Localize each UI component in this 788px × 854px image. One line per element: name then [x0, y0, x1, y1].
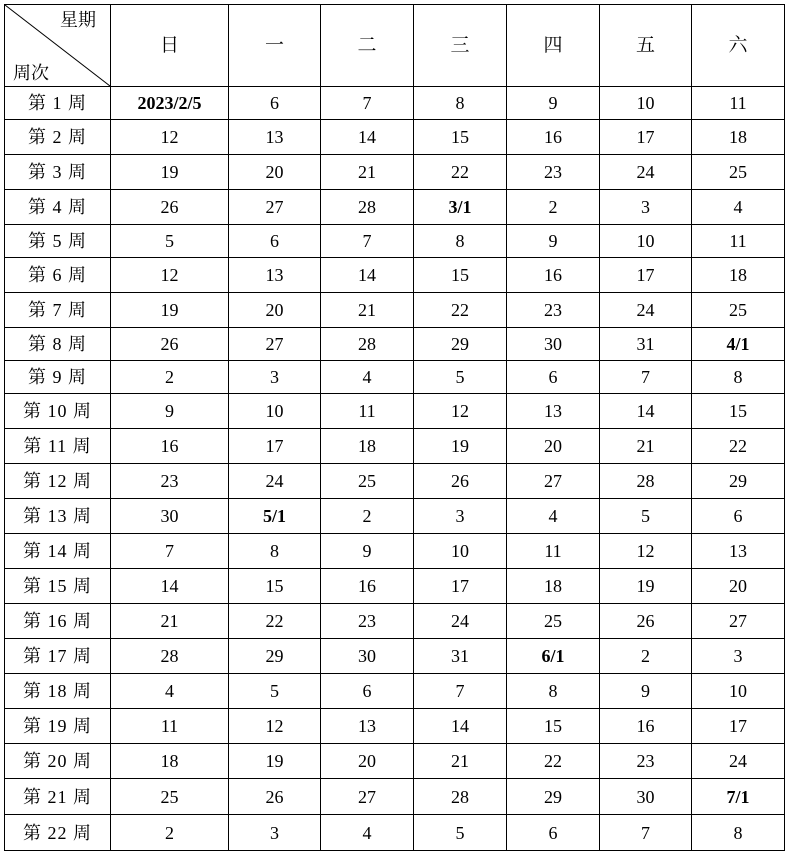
week-row — [5, 87, 785, 120]
date-cell: 4 — [321, 815, 414, 851]
date-cell: 4 — [111, 674, 229, 709]
date-cell: 8 — [692, 361, 785, 394]
date-cell: 6/1 — [507, 639, 600, 674]
week-label: 第 22 周 — [5, 815, 111, 851]
date-cell: 25 — [321, 464, 414, 499]
date-cell: 21 — [414, 744, 507, 779]
week-row — [5, 709, 785, 744]
date-cell: 14 — [321, 120, 414, 155]
date-cell: 21 — [600, 429, 692, 464]
date-cell: 20 — [692, 569, 785, 604]
date-cell: 14 — [321, 258, 414, 293]
date-cell: 10 — [692, 674, 785, 709]
date-cell: 5 — [229, 674, 321, 709]
date-cell: 6 — [692, 499, 785, 534]
date-cell: 3 — [692, 639, 785, 674]
week-row — [5, 258, 785, 293]
date-cell: 30 — [321, 639, 414, 674]
date-cell: 20 — [507, 429, 600, 464]
date-cell: 7 — [414, 674, 507, 709]
date-cell: 6 — [507, 361, 600, 394]
date-cell: 30 — [507, 328, 600, 361]
date-cell: 7 — [600, 815, 692, 851]
week-label: 第 19 周 — [5, 709, 111, 744]
week-row — [5, 155, 785, 190]
date-cell: 12 — [229, 709, 321, 744]
date-cell: 24 — [229, 464, 321, 499]
date-cell: 2 — [111, 361, 229, 394]
header-row — [5, 5, 785, 87]
date-cell: 29 — [414, 328, 507, 361]
date-cell: 9 — [600, 674, 692, 709]
date-cell: 22 — [414, 293, 507, 328]
date-cell: 27 — [321, 779, 414, 815]
date-cell: 14 — [600, 394, 692, 429]
date-cell: 28 — [600, 464, 692, 499]
week-label: 第 12 周 — [5, 464, 111, 499]
date-cell: 6 — [321, 674, 414, 709]
week-row — [5, 499, 785, 534]
date-cell: 23 — [507, 293, 600, 328]
week-row — [5, 744, 785, 779]
calendar-body — [5, 87, 785, 851]
date-cell: 28 — [321, 190, 414, 225]
date-cell: 15 — [229, 569, 321, 604]
date-cell: 26 — [600, 604, 692, 639]
date-cell: 12 — [111, 258, 229, 293]
date-cell: 13 — [692, 534, 785, 569]
date-cell: 25 — [507, 604, 600, 639]
date-cell: 12 — [600, 534, 692, 569]
date-cell: 17 — [600, 120, 692, 155]
week-row — [5, 120, 785, 155]
week-label: 第 3 周 — [5, 155, 111, 190]
week-row — [5, 394, 785, 429]
week-row — [5, 639, 785, 674]
date-cell: 7/1 — [692, 779, 785, 815]
date-cell: 18 — [507, 569, 600, 604]
week-label: 第 16 周 — [5, 604, 111, 639]
date-cell: 27 — [229, 328, 321, 361]
calendar-table — [4, 4, 785, 851]
date-cell: 4/1 — [692, 328, 785, 361]
date-cell: 23 — [507, 155, 600, 190]
date-cell: 15 — [692, 394, 785, 429]
date-cell: 24 — [600, 293, 692, 328]
date-cell: 11 — [321, 394, 414, 429]
date-cell: 12 — [414, 394, 507, 429]
date-cell: 9 — [111, 394, 229, 429]
date-cell: 18 — [692, 120, 785, 155]
day-header: 一 — [229, 5, 321, 87]
date-cell: 19 — [111, 293, 229, 328]
week-label: 第 17 周 — [5, 639, 111, 674]
date-cell: 3 — [414, 499, 507, 534]
week-row — [5, 569, 785, 604]
corner-label-week: 周次 — [13, 63, 49, 83]
date-cell: 4 — [321, 361, 414, 394]
date-cell: 20 — [229, 155, 321, 190]
date-cell: 22 — [692, 429, 785, 464]
week-row — [5, 534, 785, 569]
date-cell: 8 — [414, 87, 507, 120]
date-cell: 19 — [414, 429, 507, 464]
date-cell: 17 — [600, 258, 692, 293]
date-cell: 31 — [600, 328, 692, 361]
date-cell: 24 — [600, 155, 692, 190]
date-cell: 9 — [507, 225, 600, 258]
date-cell: 20 — [321, 744, 414, 779]
date-cell: 19 — [111, 155, 229, 190]
date-cell: 7 — [321, 225, 414, 258]
date-cell: 19 — [600, 569, 692, 604]
date-cell: 16 — [600, 709, 692, 744]
date-cell: 13 — [229, 258, 321, 293]
date-cell: 8 — [229, 534, 321, 569]
week-label: 第 15 周 — [5, 569, 111, 604]
date-cell: 24 — [414, 604, 507, 639]
date-cell: 27 — [507, 464, 600, 499]
week-row — [5, 225, 785, 258]
date-cell: 7 — [321, 87, 414, 120]
date-cell: 21 — [321, 293, 414, 328]
date-cell: 11 — [692, 225, 785, 258]
date-cell: 6 — [229, 225, 321, 258]
week-label: 第 4 周 — [5, 190, 111, 225]
date-cell: 5 — [111, 225, 229, 258]
date-cell: 13 — [321, 709, 414, 744]
week-row — [5, 293, 785, 328]
corner-cell — [5, 5, 111, 87]
date-cell: 2023/2/5 — [111, 87, 229, 120]
date-cell: 30 — [600, 779, 692, 815]
date-cell: 29 — [692, 464, 785, 499]
date-cell: 26 — [414, 464, 507, 499]
week-row — [5, 190, 785, 225]
date-cell: 29 — [229, 639, 321, 674]
date-cell: 17 — [229, 429, 321, 464]
date-cell: 27 — [692, 604, 785, 639]
date-cell: 16 — [507, 258, 600, 293]
date-cell: 27 — [229, 190, 321, 225]
date-cell: 25 — [692, 155, 785, 190]
date-cell: 21 — [321, 155, 414, 190]
date-cell: 9 — [507, 87, 600, 120]
date-cell: 6 — [229, 87, 321, 120]
date-cell: 15 — [507, 709, 600, 744]
week-label: 第 11 周 — [5, 429, 111, 464]
date-cell: 10 — [229, 394, 321, 429]
date-cell: 23 — [321, 604, 414, 639]
week-label: 第 2 周 — [5, 120, 111, 155]
week-row — [5, 464, 785, 499]
week-label: 第 9 周 — [5, 361, 111, 394]
date-cell: 15 — [414, 120, 507, 155]
date-cell: 25 — [692, 293, 785, 328]
date-cell: 6 — [507, 815, 600, 851]
date-cell: 17 — [692, 709, 785, 744]
day-header: 四 — [507, 5, 600, 87]
date-cell: 16 — [321, 569, 414, 604]
date-cell: 5/1 — [229, 499, 321, 534]
date-cell: 8 — [692, 815, 785, 851]
date-cell: 11 — [692, 87, 785, 120]
date-cell: 10 — [414, 534, 507, 569]
date-cell: 3 — [600, 190, 692, 225]
date-cell: 17 — [414, 569, 507, 604]
date-cell: 2 — [600, 639, 692, 674]
date-cell: 11 — [111, 709, 229, 744]
day-header: 三 — [414, 5, 507, 87]
date-cell: 18 — [111, 744, 229, 779]
date-cell: 15 — [414, 258, 507, 293]
date-cell: 2 — [321, 499, 414, 534]
date-cell: 26 — [111, 328, 229, 361]
week-label: 第 18 周 — [5, 674, 111, 709]
date-cell: 31 — [414, 639, 507, 674]
date-cell: 12 — [111, 120, 229, 155]
week-row — [5, 429, 785, 464]
date-cell: 20 — [229, 293, 321, 328]
date-cell: 5 — [414, 815, 507, 851]
date-cell: 16 — [111, 429, 229, 464]
day-header: 日 — [111, 5, 229, 87]
date-cell: 10 — [600, 87, 692, 120]
date-cell: 23 — [111, 464, 229, 499]
week-label: 第 13 周 — [5, 499, 111, 534]
date-cell: 13 — [229, 120, 321, 155]
date-cell: 2 — [111, 815, 229, 851]
date-cell: 22 — [229, 604, 321, 639]
date-cell: 22 — [414, 155, 507, 190]
date-cell: 22 — [507, 744, 600, 779]
week-label: 第 6 周 — [5, 258, 111, 293]
date-cell: 16 — [507, 120, 600, 155]
date-cell: 29 — [507, 779, 600, 815]
date-cell: 26 — [229, 779, 321, 815]
date-cell: 18 — [692, 258, 785, 293]
week-row — [5, 604, 785, 639]
week-label: 第 14 周 — [5, 534, 111, 569]
date-cell: 28 — [111, 639, 229, 674]
week-row — [5, 815, 785, 851]
day-header: 六 — [692, 5, 785, 87]
week-label: 第 8 周 — [5, 328, 111, 361]
date-cell: 8 — [414, 225, 507, 258]
date-cell: 5 — [414, 361, 507, 394]
date-cell: 11 — [507, 534, 600, 569]
week-label: 第 5 周 — [5, 225, 111, 258]
date-cell: 18 — [321, 429, 414, 464]
date-cell: 10 — [600, 225, 692, 258]
week-label: 第 21 周 — [5, 779, 111, 815]
date-cell: 3 — [229, 815, 321, 851]
date-cell: 21 — [111, 604, 229, 639]
week-label: 第 7 周 — [5, 293, 111, 328]
date-cell: 7 — [600, 361, 692, 394]
day-header: 二 — [321, 5, 414, 87]
date-cell: 19 — [229, 744, 321, 779]
date-cell: 25 — [111, 779, 229, 815]
week-label: 第 1 周 — [5, 87, 111, 120]
day-header: 五 — [600, 5, 692, 87]
week-label: 第 20 周 — [5, 744, 111, 779]
date-cell: 4 — [507, 499, 600, 534]
week-row — [5, 361, 785, 394]
date-cell: 30 — [111, 499, 229, 534]
date-cell: 9 — [321, 534, 414, 569]
corner-label-weekday: 星期 — [60, 10, 96, 30]
date-cell: 4 — [692, 190, 785, 225]
date-cell: 14 — [111, 569, 229, 604]
date-cell: 2 — [507, 190, 600, 225]
week-row — [5, 674, 785, 709]
date-cell: 26 — [111, 190, 229, 225]
week-row — [5, 328, 785, 361]
week-label: 第 10 周 — [5, 394, 111, 429]
date-cell: 13 — [507, 394, 600, 429]
date-cell: 23 — [600, 744, 692, 779]
date-cell: 28 — [321, 328, 414, 361]
date-cell: 14 — [414, 709, 507, 744]
date-cell: 24 — [692, 744, 785, 779]
date-cell: 8 — [507, 674, 600, 709]
date-cell: 28 — [414, 779, 507, 815]
date-cell: 5 — [600, 499, 692, 534]
week-row — [5, 779, 785, 815]
date-cell: 3 — [229, 361, 321, 394]
date-cell: 7 — [111, 534, 229, 569]
date-cell: 3/1 — [414, 190, 507, 225]
